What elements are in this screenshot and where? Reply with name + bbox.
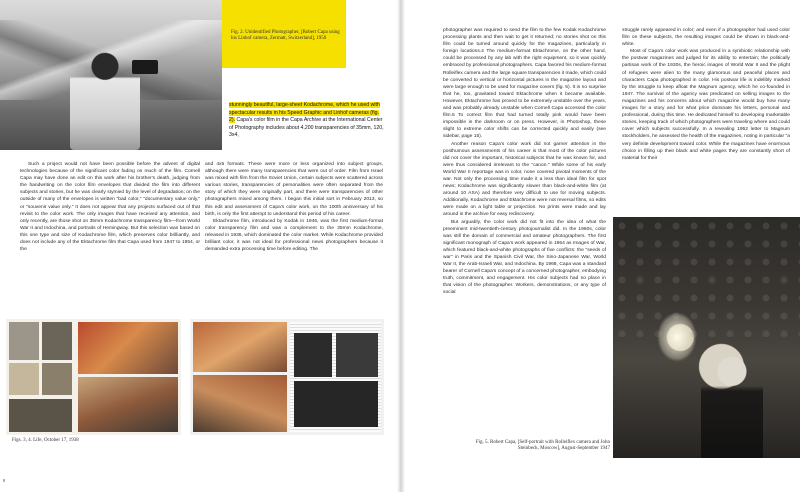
mag-photo-faces xyxy=(9,322,39,360)
page-number: 8 xyxy=(3,478,6,483)
mag-photo-color xyxy=(78,322,178,374)
photo-capa-steinbeck xyxy=(613,217,800,458)
life-magazine-spread-2 xyxy=(190,319,384,435)
photo-capa-linhof xyxy=(0,0,222,150)
paragraph: But arguably, the color work did not fit into the idea of what the preeminent mid-twentieth-century photojournalist did. In the 1960s, color was still the domain of commercial and amateur photographers. The first significant monograph of Capa's work appeared in 1964 as Images of War, which featured black-and-white photographs of five conflicts: the "seeds of war" in Paris and the Spanish Civil War, the Sino-Japanese War, World War II, the Arab-Israeli War, and Indochina. By 1968, Capa was a standard bearer of Cornell Capa's concept of a concerned photographer, embodying truth, commitment, and engagement. His color subjects had no place in that vision of the photographer. Workers, demonstrations, or any type of social xyxy=(443,219,606,296)
caption-fig2: Fig. 2. Unidentified Photographer, [Robert Capa using his Linhof camera, Zermatt, Switzerland], 1950 xyxy=(231,30,340,42)
paragraph: Such a project would not have been possible before the advent of digital technologies because of the significant color fading on much of the film. Cornell Capa may have done an edit on this work after his brother's death, judging from the handwriting on the color film envelopes that divided the film into different subjects and stories, but he was clearly stymied by the level of degradation; on the outside of many of the envelopes is written "bad color," "documentary value only," or "souvenir value only." It does not appear that any projects surfaced out of that revisit to the color work. The only images that have received any attention, and only recently, are those shot on 35mm Kodachrome transparency film—from World War II and Indochina, and portraits of Hemingway. But this selection was based on this one type and size of Kodachrome film, which preserves color brilliantly, and does not include any of the Ektachrome film that Capa used from 1947 to 1954, or the xyxy=(20,162,200,253)
paragraph: Most of Capa's color work was produced in a symbiotic relationship with the postwar magazines and judged for its ability to entertain; the politically partisan work of the 1930s, the heroic images of World War II and the plight of refugees were alien to the many glamorous and peaceful places and characters Capa photographed in color. His postwar life is indelibly marked by the struggle to keep afloat the Magnum agency, which he co-founded in 1947. The survival of the agency was predicated on selling images to the magazines and his concerns about which magazine would buy how many images for a story and for what price dominate his letters, personal and professional, during this time. He dedicated himself to developing marketable stories, keeping track of which photographers were traveling where and could cover which subjects successfully. In a revealing 1952 letter to Magnum stockholders, he assessed the health of the magazines, noting in particular "a very definite development toward color. While the magazines have enormous choice in filling up their black and white pages they are constantly short of material for their xyxy=(622,49,790,161)
mag-photo-color xyxy=(193,322,287,372)
mag-photo-faces xyxy=(42,363,72,395)
steinbeck-figure xyxy=(701,347,763,458)
lamp-glow xyxy=(657,312,697,362)
life-magazine-spread-1 xyxy=(6,319,181,435)
mag-photo-faces xyxy=(9,363,39,395)
column-2 xyxy=(205,161,383,253)
column-4 xyxy=(622,27,790,162)
column-3 xyxy=(443,27,606,297)
mag-photo-faces xyxy=(42,322,72,360)
intro-continuation: Capa's color film in the Capa Archive at the International Center of Photography includes about 4,200 transparencies of 35mm, 120, 3x4, xyxy=(229,117,384,139)
paragraph: photographer was required to send the film to the few Kodak Kodachrome processing plants and then wait to get it returned; no stories shot on this film could be turned around quickly for the magazines, particularly in foreign locations.4 The medium-format Ektachrome, on the other hand, could be processed by any lab with the right equipment, so it was quickly embraced by professional photographers. Capa favored his medium-format Rolleiflex camera and the large square transparencies it made, which could be converted to vertical or horizontal pictures in the magazine layout and were large enough to be used for magazine covers (fig. 5). It is no surprise that he, too, gravitated toward Ektachrome when it became available. However, Ektachrome has proved to be extremely unstable over the years, and was probably already unstable when Cornell Capa accessed the color film.5 To correct film that had turned totally pink would have been impossible in the darkroom or on press. However, in Photoshop, these slight to extreme color shifts can be corrected quickly and easily (see sidebar, page 15). xyxy=(443,28,606,140)
paragraph: struggle rarely appeared in color; and even if a photographer had used color film on these subjects, the resulting images could be shown in black-and-white. xyxy=(622,28,790,48)
paragraph: Another reason Capa's color work did not garner attention in the posthumous assessments of his career is that most of the color pictures did not cover the important, historical subjects that he was known for, and were thus considered irrelevant to the "canon." While some of his early World War II reportage was in color, none covered pivotal moments of the war. Not only the processing time made it a less than ideal film for spot news; Kodachrome was significantly slower than black-and-white film (at around 10 ASA) and therefore very difficult to use for moving subjects. Additionally, Kodachrome and Ektachrome were not reversal films, so edits were made on a light table or projection. No prints were made and lay around in the archive for easy rediscovery. xyxy=(443,141,606,218)
mag-photo-bw xyxy=(294,381,378,427)
patterned-wall xyxy=(613,217,800,337)
mag-photo-faces xyxy=(9,399,72,432)
photographer-figure xyxy=(70,48,140,150)
intro-paragraph xyxy=(229,102,384,140)
column-1 xyxy=(20,161,200,253)
caption-fig3: Figs. 3, 4. Life, October 17, 1938 xyxy=(12,438,79,443)
page-gutter xyxy=(397,0,405,492)
caption-fig5: Fig. 5. Robert Capa, [Self-portrait with Rolleiflex camera and John Steinbeck, Moscow], August-September 1947 xyxy=(475,440,610,452)
mag-photo-bw xyxy=(294,333,332,377)
paragraph: Ektachrome film, introduced by Kodak in 1946, was the first medium-format color transparency film and was a complement to the 35mm Kodachrome, released in 1936, which dominated the color market. While Kodachrome provided brilliant color, it was not ideal for professional news photographers because it demanded extra processing time before editing. The xyxy=(205,218,383,253)
mag-photo-color xyxy=(78,377,178,432)
mag-photo-bw xyxy=(336,333,378,377)
camera-icon xyxy=(132,60,158,74)
mag-photo-color xyxy=(193,375,287,432)
highlighted-text: stunningly beautiful, large-sheet Kodachrome, which he used with spectacular results in his Speed Graphic and Linhof cameras (fig. 2). xyxy=(229,102,380,124)
paragraph: and 4x5 formats. These were more or less organized into subject groups, although there were many transparencies that were out of order. Film from Israel was mixed with film from the Soviet Union, certain subjects were scattered across various stories, transparencies of personalities were often separated from the story of which they were originally part, and there were transparencies of other photographers mixed among them. I began this initial sort in February 2013, so this edit and assessment of Capa's color work, on the 100th anniversary of his birth, is only the first attempt to understand this period of his career. xyxy=(205,162,383,217)
